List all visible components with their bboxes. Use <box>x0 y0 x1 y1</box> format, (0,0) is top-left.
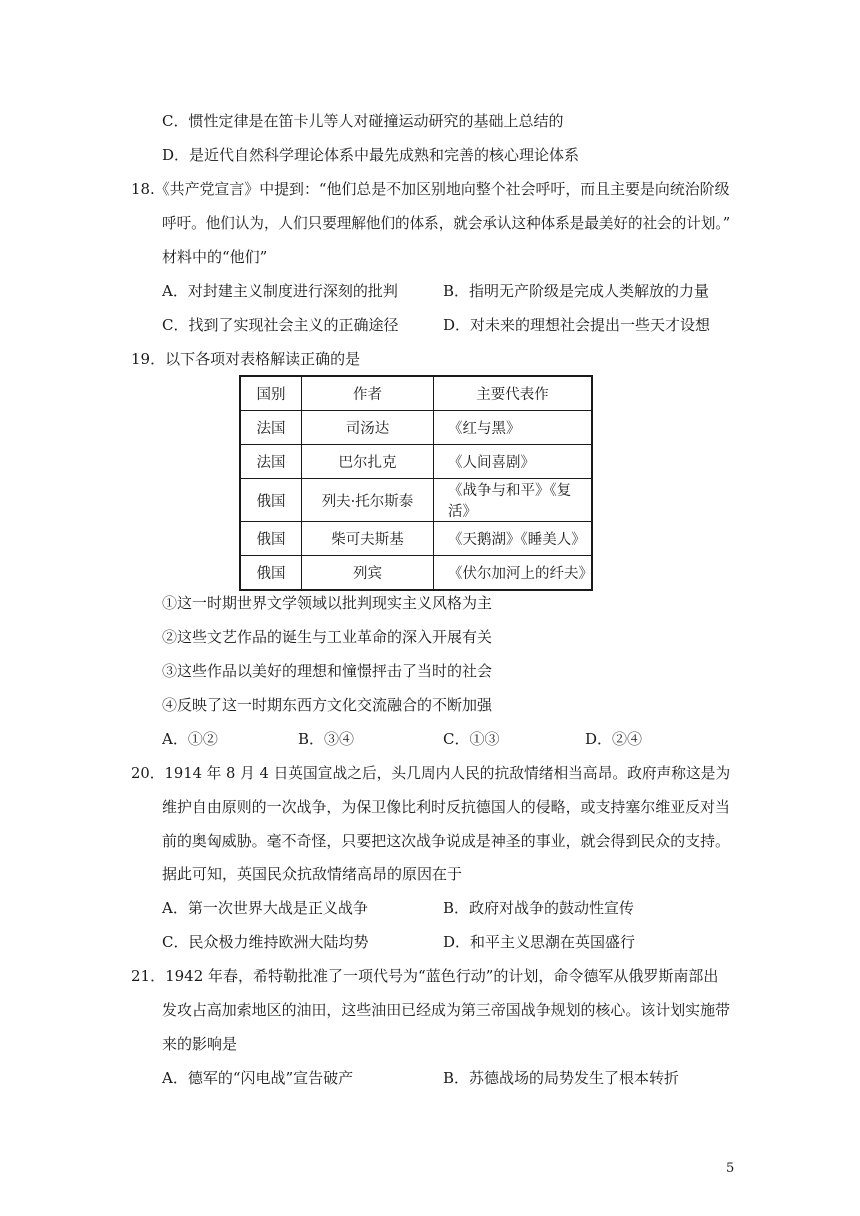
table-cell-country: 法国 <box>240 445 302 479</box>
q20-option-a: A．第一次世界大战是正义战争 <box>162 899 368 917</box>
q20-stem-line-2: 维护自由原则的一次战争，为保卫像比利时反抗德国人的侵略，或支持塞尔维亚反对当 <box>162 798 731 816</box>
q20-option-b: B．政府对战争的鼓动性宣传 <box>443 899 635 917</box>
table-cell-country: 俄国 <box>240 556 302 591</box>
q17-option-d: D．是近代自然科学理论体系中最先成熟和完善的核心理论体系 <box>162 146 580 164</box>
q21-option-b: B．苏德战场的局势发生了根本转折 <box>443 1069 680 1087</box>
q21-stem-line-3: 来的影响是 <box>162 1035 238 1053</box>
table-cell-country: 法国 <box>240 411 302 445</box>
q20-option-c: C．民众极力维持欧洲大陆均势 <box>162 933 369 951</box>
table-row <box>240 445 592 479</box>
q19-statement-1: ①这一时期世界文学领域以批判现实主义风格为主 <box>162 594 493 612</box>
table-row <box>240 522 592 556</box>
table-row <box>240 556 592 591</box>
q17-option-c: C．惯性定律是在笛卡儿等人对碰撞运动研究的基础上总结的 <box>162 112 564 130</box>
table-cell-author: 列夫·托尔斯泰 <box>302 479 434 522</box>
q19-statement-3: ③这些作品以美好的理想和憧憬抨击了当时的社会 <box>162 662 493 680</box>
page-number: 5 <box>726 1161 735 1176</box>
q18-option-c: C．找到了实现社会主义的正确途径 <box>162 316 399 334</box>
q19-stem: 19．以下各项对表格解读正确的是 <box>131 350 361 368</box>
q20-stem-line-3: 前的奥匈威胁。毫不奇怪，只要把这次战争说成是神圣的事业，就会得到民众的支持。 <box>162 832 731 850</box>
table-cell-works: 《天鹅湖》《睡美人》 <box>434 522 593 556</box>
q19-option-c: C．①③ <box>443 730 500 748</box>
q18-option-a: A．对封建主义制度进行深刻的批判 <box>162 282 398 300</box>
q20-stem-line-4: 据此可知，英国民众抗敌情绪高昂的原因在于 <box>162 865 463 883</box>
q19-option-d: D．②④ <box>585 730 643 748</box>
table-cell-author: 司汤达 <box>302 411 434 445</box>
q18-option-d: D．对未来的理想社会提出一些天才设想 <box>443 316 711 334</box>
q18-stem-line-2: 呼吁。他们认为，人们只要理解他们的体系，就会承认这种体系是最美好的社会的计划。” <box>162 214 731 232</box>
q21-stem-line-2: 发攻占高加索地区的油田，这些油田已经成为第三帝国战争规划的核心。该计划实施带 <box>162 1001 731 1019</box>
table-row <box>240 479 592 522</box>
table-header-author: 作者 <box>302 376 434 411</box>
q19-statement-2: ②这些文艺作品的诞生与工业革命的深入开展有关 <box>162 628 493 646</box>
q18-stem-line-1: 18.《共产党宣言》中提到：“他们总是不加区别地向整个社会呼吁，而且主要是向统治阶级 <box>131 180 730 198</box>
table-header-row <box>240 376 592 411</box>
table-cell-works: 《红与黑》 <box>434 411 593 445</box>
table-cell-country: 俄国 <box>240 479 302 522</box>
q21-option-a: A．德军的“闪电战”宣告破产 <box>162 1069 354 1087</box>
q20-stem-line-1: 20．1914 年 8 月 4 日英国宣战之后，头几周内人民的抗敌情绪相当高昂。政府声称这是为 <box>131 764 731 782</box>
table-header-works: 主要代表作 <box>434 376 593 411</box>
q20-option-d: D．和平主义思潮在英国盛行 <box>443 933 636 951</box>
table-cell-works: 《人间喜剧》 <box>434 445 593 479</box>
table-cell-works: 《伏尔加河上的纤夫》 <box>434 556 593 591</box>
table-cell-country: 俄国 <box>240 522 302 556</box>
q18-stem-line-3: 材料中的“他们” <box>162 248 268 266</box>
table-cell-author: 巴尔扎克 <box>302 445 434 479</box>
q19-statement-4: ④反映了这一时期东西方文化交流融合的不断加强 <box>162 696 493 714</box>
table-cell-works: 《战争与和平》《复活》 <box>434 479 593 522</box>
q21-stem-line-1: 21．1942 年春，希特勒批准了一项代号为“蓝色行动”的计划，命令德军从俄罗斯南部出 <box>131 967 719 985</box>
table-cell-author: 柴可夫斯基 <box>302 522 434 556</box>
q18-option-b: B．指明无产阶级是完成人类解放的力量 <box>443 282 710 300</box>
q19-option-a: A．①② <box>162 730 218 748</box>
table-row <box>240 411 592 445</box>
literature-art-table <box>239 375 593 591</box>
q19-option-b: B．③④ <box>298 730 355 748</box>
table-header-country: 国别 <box>240 376 302 411</box>
table-cell-author: 列宾 <box>302 556 434 591</box>
